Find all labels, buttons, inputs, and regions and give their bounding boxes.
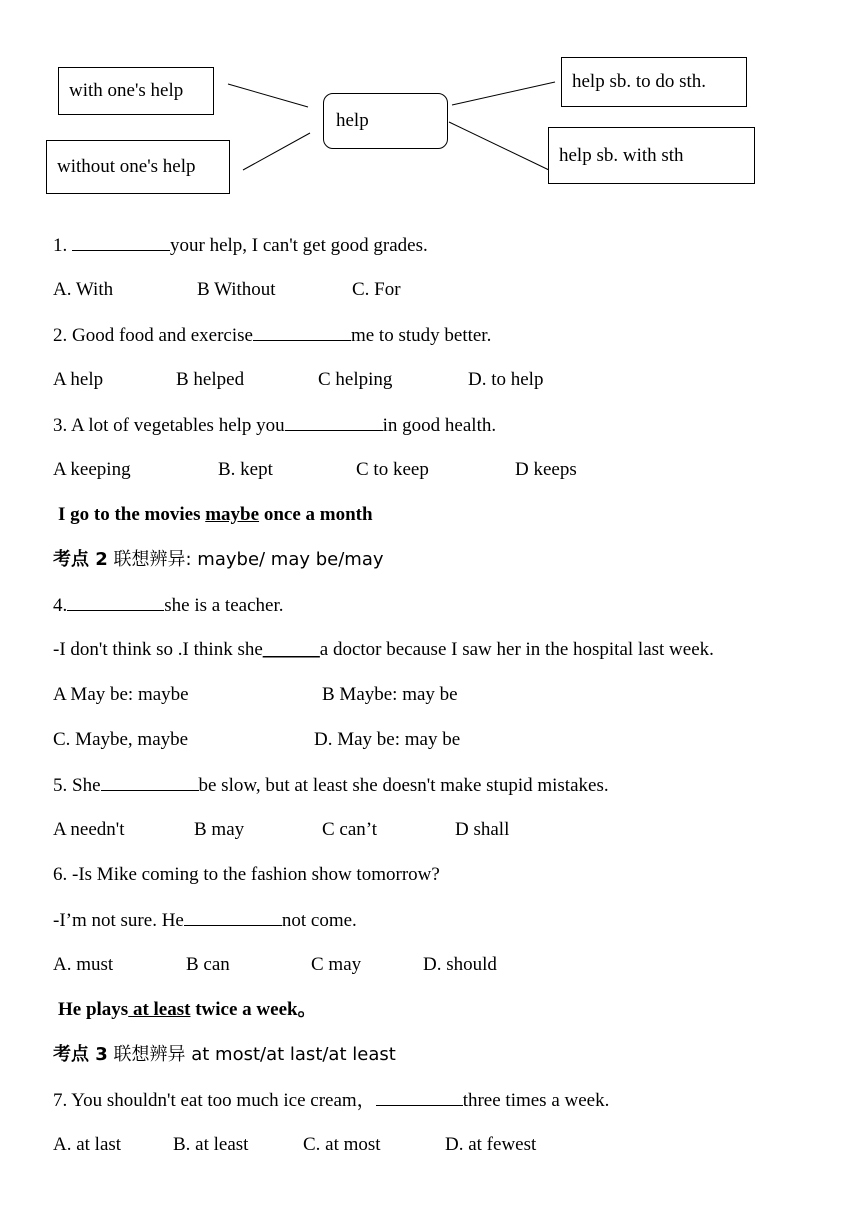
option-b[interactable]: B. kept bbox=[218, 459, 273, 480]
mindmap-left-top-label: with one's help bbox=[69, 80, 184, 101]
mindmap-left-top-box bbox=[58, 67, 214, 115]
option-c[interactable]: C helping bbox=[318, 369, 393, 390]
connector-right-top bbox=[452, 82, 555, 105]
question-5-options bbox=[53, 818, 833, 842]
question-1-text: your help, I can't get good grades. bbox=[170, 235, 428, 256]
question-1-number: 1. bbox=[53, 235, 72, 256]
question-6-response bbox=[53, 908, 357, 933]
question-3-text-end: in good health. bbox=[382, 415, 497, 436]
help-mindmap bbox=[0, 0, 860, 210]
question-6-response-start: -I’m not sure. He bbox=[53, 910, 184, 931]
question-5-text-start: 5. She bbox=[53, 775, 101, 796]
question-3-blank[interactable] bbox=[285, 413, 383, 431]
question-3 bbox=[53, 413, 496, 438]
question-4-options-row-2 bbox=[53, 728, 833, 752]
question-7-text-end: three times a week. bbox=[462, 1090, 610, 1111]
example-sentence-at-least-start: He plays bbox=[58, 999, 129, 1020]
question-4-text: she is a teacher. bbox=[164, 595, 284, 616]
option-c[interactable]: C. For bbox=[352, 279, 401, 300]
keyword-at-least: at least bbox=[128, 999, 191, 1020]
test-point-2-text: 联想辨异: maybe/ may be/may bbox=[107, 549, 384, 570]
option-c[interactable]: C can’t bbox=[322, 819, 378, 840]
question-1 bbox=[53, 233, 428, 258]
mindmap-center-label: help bbox=[336, 110, 369, 131]
option-a[interactable]: A May be: maybe bbox=[53, 684, 189, 705]
option-b[interactable]: B Maybe: may be bbox=[322, 684, 458, 705]
question-4-response-end: a doctor because I saw her in the hospital last week. bbox=[319, 639, 714, 660]
option-b[interactable]: B may bbox=[194, 819, 245, 840]
question-2-text-start: 2. Good food and exercise bbox=[53, 325, 253, 346]
question-6-options bbox=[53, 953, 833, 977]
connector-right-bottom bbox=[449, 122, 549, 170]
option-c[interactable]: C may bbox=[311, 954, 362, 975]
question-1-options bbox=[53, 278, 833, 302]
mindmap-left-bottom-label: without one's help bbox=[57, 156, 196, 177]
question-4-blank-1[interactable] bbox=[67, 593, 164, 611]
question-6-blank[interactable] bbox=[184, 908, 282, 926]
question-5 bbox=[53, 773, 609, 798]
question-6-response-end: not come. bbox=[281, 910, 357, 931]
option-a[interactable]: A. With bbox=[53, 279, 114, 300]
question-4-response-start: -I don't think so .I think she bbox=[53, 639, 263, 660]
keyword-maybe: maybe bbox=[205, 504, 260, 525]
option-b[interactable]: B Without bbox=[197, 279, 276, 300]
option-a[interactable]: A. must bbox=[53, 954, 114, 975]
option-d[interactable]: D keeps bbox=[515, 459, 577, 480]
connector-left-bottom bbox=[243, 133, 310, 170]
question-7-text-start: 7. You shouldn't eat too much ice cream， bbox=[53, 1090, 376, 1111]
question-4-options-row-1 bbox=[53, 683, 833, 707]
example-sentence-at-least bbox=[58, 998, 317, 1022]
question-6-text: 6. -Is Mike coming to the fashion show tomorrow? bbox=[53, 864, 440, 885]
option-a[interactable]: A help bbox=[53, 369, 104, 390]
question-2-text-end: me to study better. bbox=[350, 325, 492, 346]
mindmap-center-box bbox=[323, 93, 448, 149]
option-a[interactable]: A. at last bbox=[53, 1134, 122, 1155]
test-point-2 bbox=[53, 548, 384, 572]
question-4-response bbox=[53, 638, 714, 662]
option-c[interactable]: C. Maybe, maybe bbox=[53, 729, 189, 750]
connector-left-top bbox=[228, 84, 308, 107]
option-a[interactable]: A needn't bbox=[53, 819, 125, 840]
mindmap-right-top-label: help sb. to do sth. bbox=[572, 71, 707, 92]
option-d[interactable]: D. to help bbox=[468, 369, 544, 390]
mindmap-right-bottom-label: help sb. with sth bbox=[559, 144, 684, 166]
question-4-number: 4. bbox=[53, 595, 68, 616]
question-7-blank[interactable] bbox=[376, 1088, 463, 1106]
option-d[interactable]: D. should bbox=[423, 954, 497, 975]
option-b[interactable]: B. at least bbox=[173, 1134, 249, 1155]
option-c[interactable]: C. at most bbox=[303, 1134, 381, 1155]
question-7 bbox=[53, 1088, 609, 1113]
option-d[interactable]: D. at fewest bbox=[445, 1134, 537, 1155]
question-5-text-end: be slow, but at least she doesn't make stupid mistakes. bbox=[198, 775, 609, 796]
option-c[interactable]: C to keep bbox=[356, 459, 429, 480]
mindmap-right-top-box bbox=[561, 57, 747, 107]
question-2-options bbox=[53, 368, 833, 392]
question-1-blank[interactable] bbox=[72, 233, 170, 251]
test-point-3-label: 考点 3 bbox=[53, 1044, 108, 1065]
question-7-options bbox=[53, 1133, 833, 1157]
question-4-blank-2[interactable]: ______ bbox=[262, 639, 320, 660]
mindmap-left-bottom-box bbox=[46, 140, 230, 194]
question-4 bbox=[53, 593, 283, 618]
example-sentence-at-least-end: twice a week。 bbox=[190, 999, 317, 1020]
question-2 bbox=[53, 323, 491, 348]
mindmap-right-bottom-box bbox=[548, 127, 755, 184]
option-b[interactable]: B helped bbox=[176, 369, 245, 390]
option-d[interactable]: D shall bbox=[455, 819, 510, 840]
example-sentence-maybe bbox=[58, 503, 373, 527]
test-point-3-text: 联想辨异 at most/at last/at least bbox=[107, 1044, 396, 1065]
question-3-text-start: 3. A lot of vegetables help you bbox=[53, 415, 285, 436]
example-sentence-maybe-start: I go to the movies bbox=[58, 504, 206, 525]
option-a[interactable]: A keeping bbox=[53, 459, 131, 480]
question-5-blank[interactable] bbox=[101, 773, 199, 791]
question-6 bbox=[53, 863, 440, 887]
test-point-3 bbox=[53, 1043, 396, 1067]
question-3-options bbox=[53, 458, 833, 482]
question-2-blank[interactable] bbox=[253, 323, 351, 341]
example-sentence-maybe-end: once a month bbox=[259, 504, 373, 525]
option-b[interactable]: B can bbox=[186, 954, 230, 975]
test-point-2-label: 考点 2 bbox=[53, 549, 108, 570]
option-d[interactable]: D. May be: may be bbox=[314, 729, 461, 750]
